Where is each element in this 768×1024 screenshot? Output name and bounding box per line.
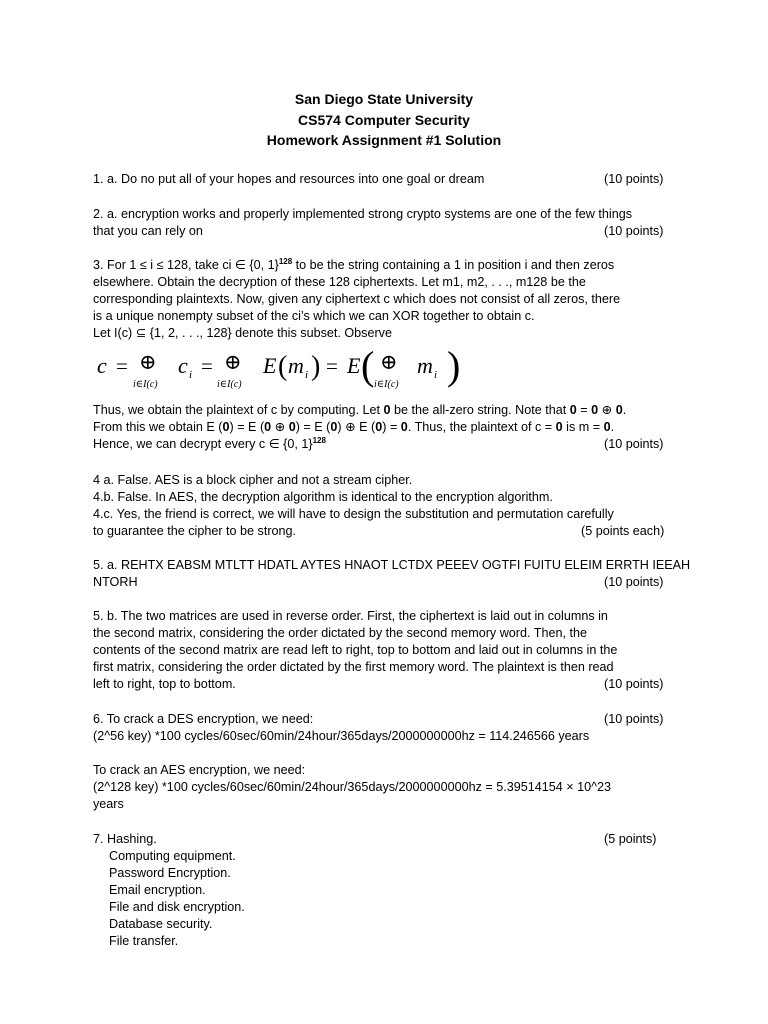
q3-points: (10 points) — [604, 437, 664, 451]
q3-text: . — [622, 403, 627, 417]
zero-bold: 0 — [264, 420, 272, 434]
eq-m: m — [288, 353, 304, 378]
q5b-points: (10 points) — [604, 677, 664, 691]
q5b-line: 5. b. The two matrices are used in reverse order. First, the ciphertext is laid out in columns in — [93, 609, 608, 623]
q3-text: . Thus, the plaintext of c = — [407, 420, 556, 434]
list-item: File and disk encryption. — [109, 900, 245, 914]
q3-line: 3. For 1 ≤ i ≤ 128, take ci ∈ {0, 1} — [93, 258, 279, 272]
q5b-line: contents of the second matrix are read left to right, top to bottom and laid out in columns in the — [93, 643, 618, 657]
q3-text: is m = — [562, 420, 604, 434]
eq-index: i∈I(c) — [133, 379, 158, 390]
zero-bold: 0 — [603, 420, 611, 434]
q1-points: (10 points) — [604, 172, 664, 186]
q1-answer: 1. a. Do no put all of your hopes and resources into one goal or dream — [93, 172, 485, 186]
list-item: Database security. — [109, 917, 213, 931]
q4a-answer: 4 a. False. AES is a block cipher and not a stream cipher. — [93, 473, 413, 487]
zero-bold: 0 — [222, 420, 230, 434]
q7-points: (5 points) — [604, 832, 657, 846]
eq-m: m — [417, 353, 433, 378]
eq-E: E — [263, 353, 277, 378]
oplus-operator: ⊕ — [380, 350, 398, 374]
q4-points: (5 points each) — [581, 524, 665, 538]
question-5b — [93, 608, 673, 693]
q4b-answer: 4.b. False. In AES, the decryption algorithm is identical to the encryption algorithm. — [93, 490, 553, 504]
q3-text: = — [576, 403, 592, 417]
eq-sub: i — [305, 369, 309, 381]
document-title — [0, 89, 768, 151]
q5a-points: (10 points) — [604, 575, 664, 589]
course-name: CS574 Computer Security — [298, 111, 470, 128]
question-7 — [93, 831, 673, 950]
q3-line: is a unique nonempty subset of the ci’s which we can XOR together to obtain c. — [93, 309, 535, 323]
q7-line: 7. Hashing. — [93, 832, 157, 846]
question-4 — [93, 472, 673, 540]
eq-equals: = — [116, 354, 128, 378]
zero-bold: 0 — [569, 403, 577, 417]
q5b-line: first matrix, considering the order dictated by the first memory word. The plaintext is then read — [93, 660, 614, 674]
q2-line: that you can rely on — [93, 224, 203, 238]
zero-bold: 0 — [375, 420, 383, 434]
q3-text: be the all-zero string. Note that — [390, 403, 570, 417]
zero-bold: 0 — [330, 420, 338, 434]
q3-line: corresponding plaintexts. Now, given any ciphertext c which does not consist of all zeros, there — [93, 292, 621, 306]
question-3-continued — [93, 402, 673, 453]
equation-graphic — [95, 343, 475, 395]
zero-bold: 0 — [288, 420, 296, 434]
question-6 — [93, 711, 673, 813]
oplus-operator: ⊕ — [224, 350, 242, 374]
q5b-line: the second matrix, considering the order dictated by the second memory word. Then, the — [93, 626, 587, 640]
eq-c: c — [97, 353, 107, 378]
q3-text: Thus, we obtain the plaintext of c by computing. Let — [93, 403, 384, 417]
list-item: Email encryption. — [109, 883, 206, 897]
list-item: Computing equipment. — [109, 849, 236, 863]
q5b-line: left to right, top to bottom. — [93, 677, 236, 691]
q4c-answer: 4.c. Yes, the friend is correct, we will have to design the substitution and permutation carefully — [93, 507, 614, 521]
zero-bold: 0 — [615, 403, 623, 417]
eq-equals: = — [201, 354, 213, 378]
zero-bold: 0 — [555, 420, 563, 434]
q3-text: From this we obtain E ( — [93, 420, 223, 434]
xor-symbol: ⊕ — [598, 403, 616, 417]
q6-line: (2^128 key) *100 cycles/60sec/60min/24hour/365days/2000000000hz = 5.39514154 × 10^23 — [93, 780, 612, 794]
eq-paren: ) — [447, 343, 461, 388]
eq-paren: ( — [361, 343, 375, 388]
eq-sub: i — [434, 369, 438, 381]
q5a-line: 5. a. REHTX EABSM MTLTT HDATL AYTES HNAOT LCTDX PEEEV OGTFI FUITU ELEIM ERRTH IEEAH — [93, 558, 691, 572]
assignment-title: Homework Assignment #1 Solution — [266, 132, 502, 148]
q3-text: . — [610, 420, 615, 434]
q4c-answer: to guarantee the cipher to be strong. — [93, 524, 297, 538]
superscript: 128 — [312, 436, 326, 445]
list-item: Password Encryption. — [109, 866, 231, 880]
eq-equals: = — [326, 354, 338, 378]
zero-bold: 0 — [400, 420, 408, 434]
question-3 — [93, 257, 673, 342]
zero-bold: 0 — [383, 403, 391, 417]
q6-line: (2^56 key) *100 cycles/60sec/60min/24hour/365days/2000000000hz = 114.246566 years — [93, 729, 590, 743]
superscript: 128 — [278, 257, 293, 266]
eq-index: i∈I(c) — [374, 379, 399, 390]
q6-line: 6. To crack a DES encryption, we need: — [93, 712, 314, 726]
question-5a — [93, 557, 691, 591]
oplus-operator: ⊕ — [139, 350, 157, 374]
q3-line: elsewhere. Obtain the decryption of these 128 ciphertexts. Let m1, m2, . . ., m128 be the — [93, 275, 586, 289]
zero-bold: 0 — [591, 403, 599, 417]
q3-text: ) = E ( — [295, 420, 331, 434]
q6-line: years — [93, 797, 124, 811]
q2-points: (10 points) — [604, 224, 664, 238]
eq-E: E — [347, 353, 361, 378]
eq-ci: c — [178, 353, 188, 378]
question-2 — [93, 206, 673, 240]
q2-line: 2. a. encryption works and properly implemented strong crypto systems are one of the few things — [93, 207, 632, 221]
q3-line: Let I(c) ⊆ {1, 2, . . ., 128} denote this subset. Observe — [93, 326, 392, 340]
q3-text: ) = E ( — [229, 420, 265, 434]
q6-points: (10 points) — [604, 712, 664, 726]
q3-text: ) ⊕ E ( — [337, 420, 376, 434]
eq-paren: ( — [278, 351, 288, 382]
eq-sub: i — [189, 369, 193, 381]
list-item: File transfer. — [109, 934, 179, 948]
equation — [95, 343, 475, 395]
q3-text: ) = — [382, 420, 401, 434]
university-name: San Diego State University — [294, 91, 474, 107]
q3-line: to be the string containing a 1 in position i and then zeros — [292, 258, 615, 272]
q3-text: Hence, we can decrypt every c ∈ {0, 1} — [93, 437, 313, 451]
q5a-line: NTORH — [93, 575, 138, 589]
eq-index: i∈I(c) — [217, 379, 242, 390]
question-1 — [93, 171, 673, 188]
q6-line: To crack an AES encryption, we need: — [93, 763, 306, 777]
eq-paren: ) — [311, 351, 321, 382]
xor-symbol: ⊕ — [271, 420, 289, 434]
